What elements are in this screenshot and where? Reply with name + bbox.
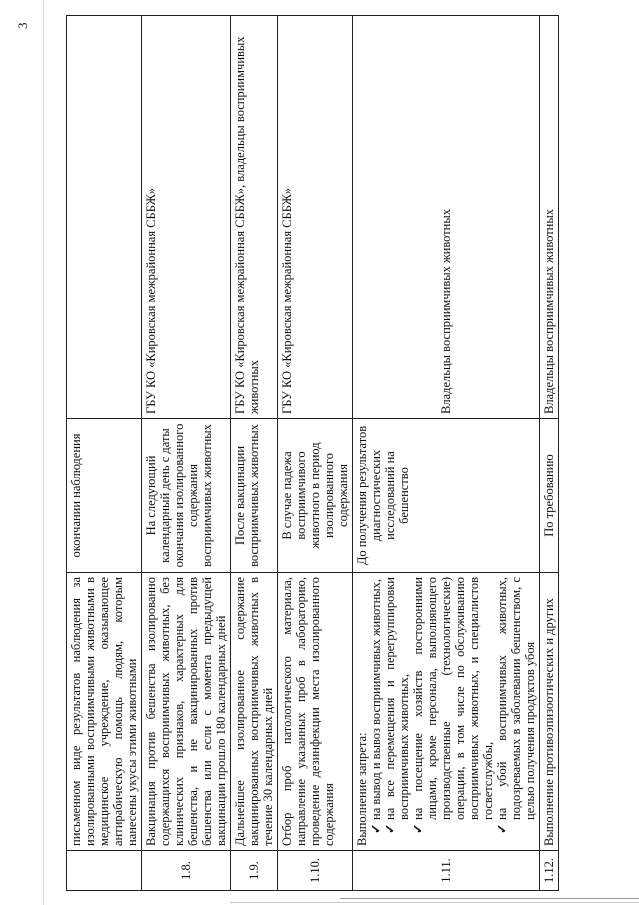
checkmark-icon: ✓ <box>495 823 509 834</box>
row-action <box>353 573 540 851</box>
list-item-text: на вывод и вывоз восприимчивых животных, <box>369 578 383 820</box>
table-row <box>231 16 278 891</box>
row-number: 1.10. <box>278 851 353 891</box>
row-responsible: ГБУ КО «Кировская межрайонная СББЖ» <box>142 16 231 419</box>
list-item <box>369 577 383 834</box>
table-row <box>142 16 231 891</box>
row-responsible: Владельцы восприимчивых животных <box>540 16 559 419</box>
measures-table <box>66 15 559 891</box>
list-item-text: на все перемещения и перегруппировки восприимчивых животных, <box>383 577 411 820</box>
checkmark-icon: ✓ <box>383 823 397 834</box>
list-item-text: на убой восприимчивых животных, подозреваемых в заболевании бешенством, с целью получения продуктов убоя <box>495 577 537 820</box>
row-number: 1.12. <box>540 851 559 891</box>
row-term: На следующий календарный день с даты окончания изолированного содержания восприимчивых животных <box>142 419 231 573</box>
row-action: Дальнейшее изолированное содержание вакцинированных восприимчивых животных в течение 30 календарных дней <box>231 573 278 851</box>
checkmark-icon: ✓ <box>369 823 383 834</box>
row-action: Отбор проб патологического материала, направление указанных проб в лабораторию, проведение дезинфекции места изолированного содержания <box>278 573 353 851</box>
row-action: Вакцинация против бешенства изолированно содержащихся восприимчивых животных, без клинических признаков, характерных для бешенства, и не вакцинированных против бешенства или если с момента предыдущей вакцинации прошло 180 календарных дней <box>142 573 231 851</box>
row-number <box>67 851 142 891</box>
row-action: письменном виде результатов наблюдения за изолированными восприимчивыми животными в медицинское учреждение, оказывающее антирабическую помощь людям, которым нанесены укусы этими животными <box>67 573 142 851</box>
row-number: 1.8. <box>142 851 231 891</box>
checkmark-icon: ✓ <box>411 823 425 834</box>
list-item <box>383 577 411 834</box>
row-number: 1.11. <box>353 851 540 891</box>
row-term: В случае падежа восприимчивого животного в период изолированного содержания <box>278 419 353 573</box>
prohibition-intro: Выполнение запрета: <box>355 732 369 846</box>
table-row <box>353 16 540 891</box>
row-number: 1.9. <box>231 851 278 891</box>
row-responsible <box>67 16 142 419</box>
table-row <box>278 16 353 891</box>
list-item <box>411 577 495 834</box>
prohibition-list <box>369 577 537 846</box>
row-action: Выполнение противоэпизоотических и других <box>540 573 559 851</box>
row-responsible: Владельцы восприимчивых животных <box>353 16 540 419</box>
row-term: После вакцинации восприимчивых животных <box>231 419 278 573</box>
table-row <box>540 16 559 891</box>
table-row <box>67 16 142 891</box>
row-term: окончании наблюдения <box>67 419 142 573</box>
row-term: До получения результатов диагностических исследований на бешенство <box>353 419 540 573</box>
row-responsible: ГБУ КО «Кировская межрайонная СББЖ», владельцы восприимчивых животных <box>231 16 278 419</box>
row-term: По требованию <box>540 419 559 573</box>
page-number: 3 <box>15 22 30 29</box>
list-item <box>495 577 537 834</box>
row-responsible: ГБУ КО «Кировская межрайонная СББЖ» <box>278 16 353 419</box>
list-item-text: на посещение хозяйств посторонними лицами, кроме персонала, выполняющего производственные (технологические) операции, в том числе по обслуживанию восприимчивых животных, и специалистов госветслужбы, <box>411 577 495 820</box>
